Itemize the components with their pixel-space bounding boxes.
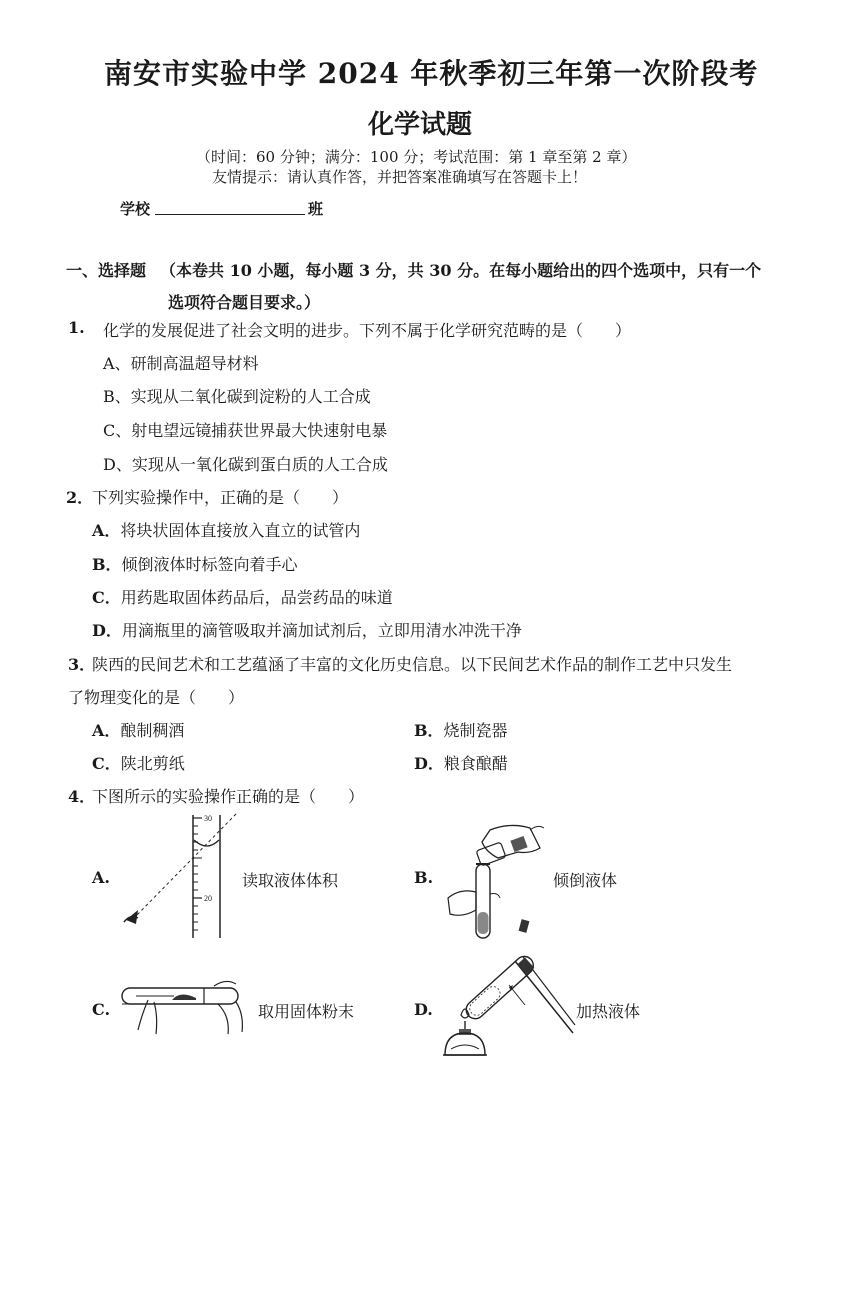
option-b[interactable] — [414, 718, 508, 741]
question-text: 下列实验操作中，正确的是（ ） — [92, 488, 349, 507]
tick-label-30: 30 — [204, 814, 212, 823]
section-desc-line2: 选项符合题目要求。） — [168, 293, 321, 312]
question-number: 1. — [68, 318, 85, 337]
option-label: C． — [92, 754, 121, 773]
option-text: 烧制瓷器 — [443, 721, 508, 740]
heating-liquid-diagram — [435, 945, 575, 1070]
option-text: 实现从二氧化碳到淀粉的人工合成 — [130, 387, 371, 406]
class-label: 班 — [308, 200, 324, 218]
school-label: 学校 — [120, 200, 151, 218]
solid-powder-diagram — [118, 978, 253, 1038]
option-label: A． — [92, 521, 121, 540]
section-desc-line1: （本卷共 10 小题，每小题 3 分，共 30 分。在每小题给出的四个选项中，只有一个 — [160, 261, 762, 280]
option-text: 用滴瓶里的滴管吸取并滴加试剂后，立即用清水冲洗干净 — [121, 621, 522, 640]
question-text: 化学的发展促进了社会文明的进步。下列不属于化学研究范畴的是（ ） — [103, 321, 632, 340]
exam-title: 南安市实验中学 2024 年秋季初三年第一次阶段考 — [104, 57, 759, 90]
option-label: A． — [92, 721, 121, 740]
pouring-liquid-diagram — [440, 818, 550, 948]
option-a-caption: 读取液体体积 — [242, 871, 339, 890]
question-number: 2． — [66, 488, 94, 507]
option-text: 研制高温超导材料 — [130, 354, 259, 373]
option-c-label[interactable]: C. — [92, 1000, 111, 1019]
question-text-line2: 了物理变化的是（ ） — [68, 688, 245, 707]
option-text: 粮食酿醋 — [443, 754, 508, 773]
option-text: 陕北剪纸 — [120, 754, 185, 773]
option-c[interactable] — [103, 418, 387, 441]
option-a[interactable] — [103, 351, 259, 374]
option-text: 酿制稠酒 — [120, 721, 185, 740]
option-label: C、 — [103, 421, 132, 440]
option-label: D、 — [103, 455, 132, 474]
option-b[interactable] — [103, 384, 371, 407]
option-d-label[interactable]: D. — [414, 1000, 433, 1019]
option-a[interactable] — [92, 518, 360, 541]
option-d[interactable] — [414, 751, 508, 774]
question-text: 下图所示的实验操作正确的是（ ） — [92, 787, 365, 806]
option-c[interactable] — [92, 751, 185, 774]
exam-subtitle: 化学试题 — [368, 110, 473, 140]
option-label: B． — [414, 721, 444, 740]
option-label: B、 — [103, 387, 131, 406]
option-text: 实现从一氧化碳到蛋白质的人工合成 — [131, 455, 388, 474]
option-label: D． — [92, 621, 122, 640]
option-c-caption: 取用固体粉末 — [258, 1002, 355, 1021]
option-a-label[interactable]: A. — [92, 868, 110, 887]
option-label: B． — [92, 555, 122, 574]
exam-info: （时间：60 分钟；满分：100 分；考试范围：第 1 章至第 2 章） — [196, 148, 637, 166]
graduated-cylinder-diagram — [118, 810, 258, 940]
section-heading: 一、选择题 — [66, 261, 147, 280]
question-text-line1: 陕西的民间艺术和工艺蕴涵了丰富的文化历史信息。以下民间艺术作品的制作工艺中只发生 — [92, 655, 733, 674]
option-text: 射电望远镜捕获世界最大快速射电暴 — [131, 421, 388, 440]
option-text: 将块状固体直接放入直立的试管内 — [120, 521, 361, 540]
question-number: 3． — [68, 655, 96, 674]
option-a[interactable] — [92, 718, 184, 741]
option-label: A、 — [103, 354, 131, 373]
option-d-caption: 加热液体 — [576, 1002, 641, 1021]
tick-label-20: 20 — [204, 894, 212, 903]
option-b-caption: 倾倒液体 — [553, 871, 618, 890]
option-label: C． — [92, 588, 121, 607]
school-blank-line — [155, 214, 305, 215]
option-d[interactable] — [92, 618, 522, 641]
option-text: 用药匙取固体药品后，品尝药品的味道 — [120, 588, 393, 607]
option-label: D． — [414, 754, 444, 773]
exam-tip: 友情提示：请认真作答，并把答案准确填写在答题卡上！ — [212, 168, 588, 186]
option-b-label[interactable]: B. — [414, 868, 434, 887]
option-d[interactable] — [103, 452, 388, 475]
question-number: 4． — [68, 787, 96, 806]
option-text: 倾倒液体时标签向着手心 — [121, 555, 298, 574]
option-c[interactable] — [92, 585, 393, 608]
option-b[interactable] — [92, 552, 298, 575]
